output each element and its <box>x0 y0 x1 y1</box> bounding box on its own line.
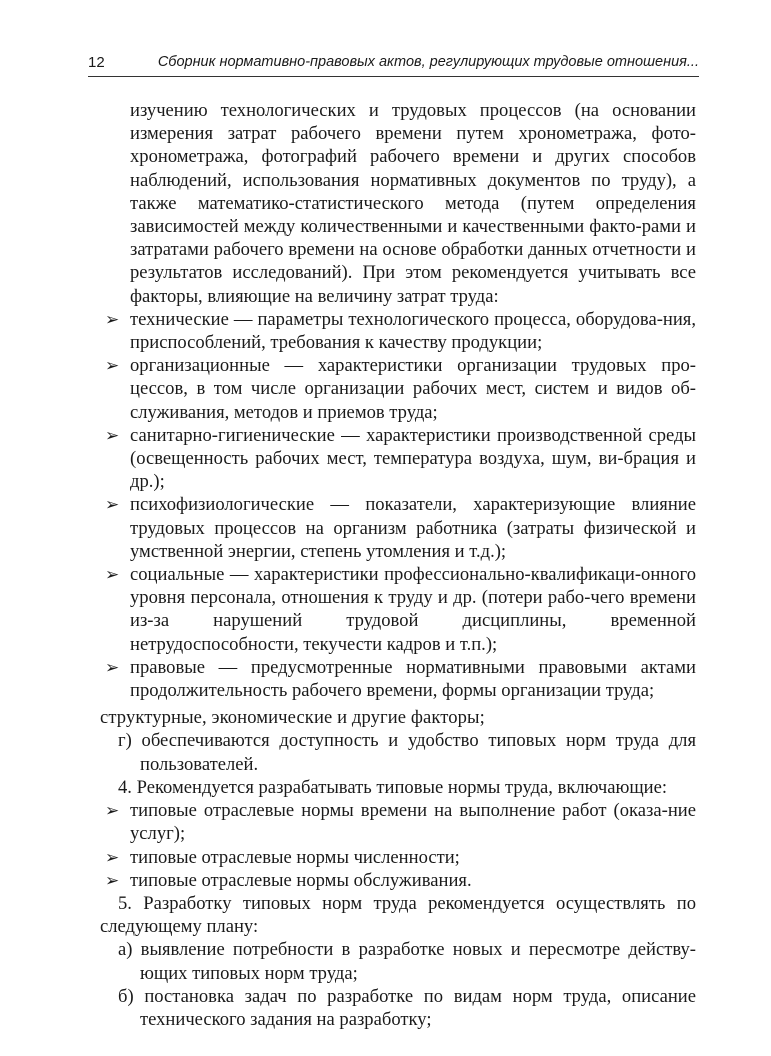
arrowhead-bullet-icon: ➢ <box>105 847 120 867</box>
section-4-intro: 4. Рекомендуется разрабатывать типовые нормы труда, включающие: <box>118 776 668 798</box>
item-b: б) постановка задач по разработке по видам норм труда, описание технического задания на разработку; <box>118 985 696 1030</box>
arrowhead-bullet-icon: ➢ <box>105 801 120 821</box>
arrowhead-bullet-icon: ➢ <box>105 657 120 677</box>
factor-item-2 <box>100 354 696 424</box>
section-4-item-1 <box>100 799 696 845</box>
factor-list <box>100 308 696 702</box>
arrowhead-bullet-icon: ➢ <box>105 495 120 515</box>
factor-item-text: социальные — характеристики профессионально-квалификаци-онного уровня персонала, отношения к труду и др. (потери рабо-чего времени из-за нарушений трудовой дисциплины, временной нетрудоспособности, текучести кадров и т.п.); <box>130 564 696 655</box>
factor-item-5 <box>100 563 696 656</box>
arrowhead-bullet-icon: ➢ <box>105 356 120 376</box>
factors-closing: структурные, экономические и другие факторы; <box>100 707 485 729</box>
item-g: г) обеспечиваются доступность и удобство типовых норм труда для пользователей. <box>118 730 696 775</box>
section-4-item-3 <box>100 869 696 892</box>
arrowhead-bullet-icon: ➢ <box>105 870 120 890</box>
section-4-item-2 <box>100 846 696 869</box>
running-title: Сборник нормативно-правовых актов, регулирующих трудовые отношения... <box>157 54 699 70</box>
factor-item-1 <box>100 308 696 354</box>
section-4-item-text: типовые отраслевые нормы обслуживания. <box>130 869 472 891</box>
factor-item-text: технические — параметры технологического процесса, оборудова-ния, приспособлений, требования к качеству продукции; <box>130 308 696 354</box>
factor-item-text: организационные — характеристики организации трудовых про-цессов, в том числе организации рабочих мест, систем и видов об-служивания, методов и приемов труда; <box>130 355 696 423</box>
arrowhead-bullet-icon: ➢ <box>105 425 120 445</box>
arrowhead-bullet-icon: ➢ <box>105 309 120 329</box>
factor-item-text: психофизиологические — показатели, характеризующие влияние трудовых процессов на организм работника (затраты физической и умственной энергии, степень утомления и т.д.); <box>130 494 696 562</box>
factor-item-text: правовые — предусмотренные нормативными правовыми актами продолжительность рабочего времени, формы организации труда; <box>130 656 696 702</box>
factor-item-text: санитарно-гигиенические — характеристики производственной среды (освещенность рабочих мест, температура воздуха, шум, ви-брация и др.); <box>130 424 696 493</box>
section-4-item-text: типовые отраслевые нормы времени на выполнение работ (оказа-ние услуг); <box>130 800 696 845</box>
factor-item-3 <box>100 424 696 494</box>
body-text <box>100 99 696 1031</box>
arrowhead-bullet-icon: ➢ <box>105 565 120 585</box>
page-header <box>88 50 699 77</box>
section-4-list <box>100 799 696 892</box>
factor-item-6 <box>100 656 696 702</box>
item-a: а) выявление потребности в разработке новых и пересмотре действу-ющих типовых норм труда; <box>118 939 696 984</box>
section-5-intro: 5. Разработку типовых норм труда рекомендуется осуществлять по следующему плану: <box>100 892 696 938</box>
factor-item-4 <box>100 493 696 563</box>
page-number: 12 <box>88 54 105 71</box>
intro-paragraph: изучению технологических и трудовых процессов (на основании измерения затрат рабочего времени путем хронометража, фото-хронометража, фотографий рабочего времени и других способов наблюдений, использования нормативных документов по труду), а также математико-статистического метода (путем определения зависимостей между количественными и качественными факто-рами и затратами рабочего времени на основе обработки данных отчетности и результатов исследований). При этом рекомендуется учитывать все факторы, влияющие на величину затрат труда: <box>130 100 696 307</box>
section-4-item-text: типовые отраслевые нормы численности; <box>130 846 460 868</box>
